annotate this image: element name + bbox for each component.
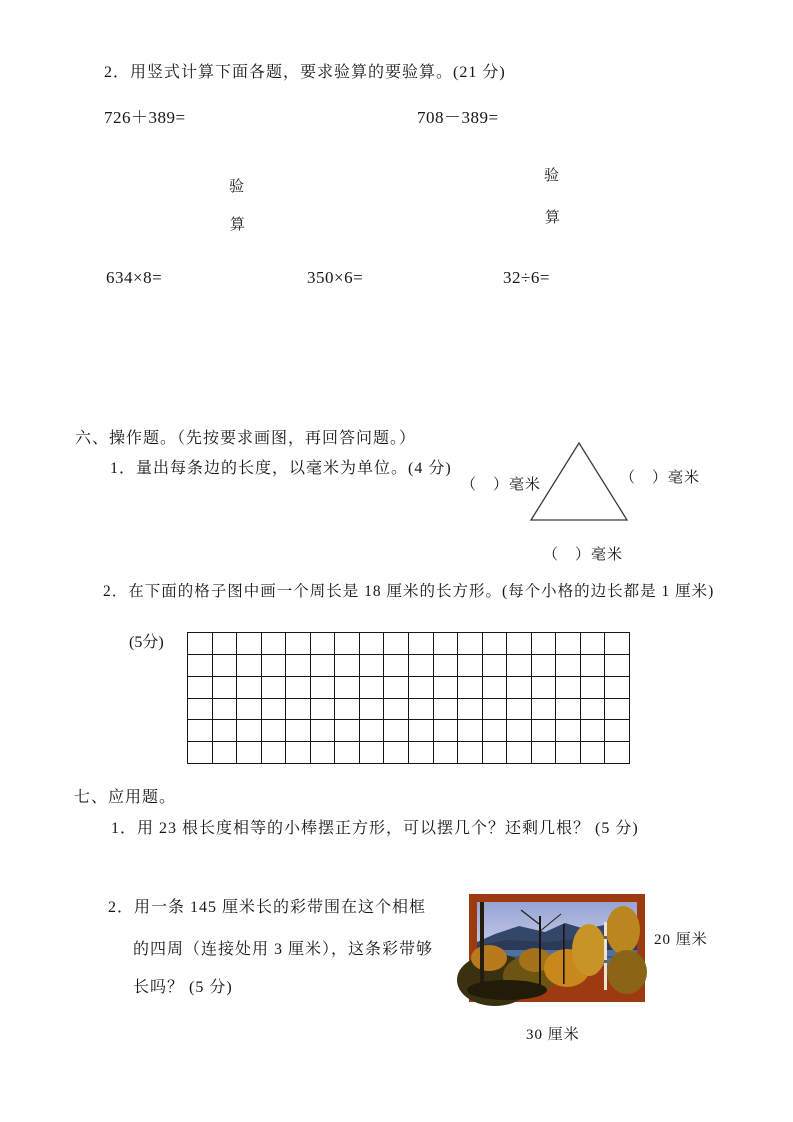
check-label-right-char2: 算 [545,210,561,226]
grid-cell [409,655,434,677]
grid-cell [532,720,557,742]
grid-cell [237,655,262,677]
grid-cell [360,720,385,742]
grid-cell [311,699,336,721]
grid-cell [581,633,606,655]
grid-cell [237,677,262,699]
section-seven-q1: 1．用 23 根长度相等的小棒摆正方形，可以摆几个？还剩几根？ (5 分) [111,820,639,837]
grid-cell [384,699,409,721]
grid-cell [483,742,508,764]
grid-cell [360,677,385,699]
grid-cell [556,720,581,742]
grid-cell [384,742,409,764]
grid-cell [434,699,459,721]
grid-cell [532,655,557,677]
grid-cell [556,655,581,677]
grid-cell [581,655,606,677]
equation-726-plus-389: 726＋389= [104,108,186,127]
grid-cell [213,655,238,677]
grid-cell [360,633,385,655]
grid-cell [384,633,409,655]
grid-cell [458,677,483,699]
grid-cell [237,633,262,655]
grid-cell [311,720,336,742]
grid-cell [581,720,606,742]
frame-width-label: 30 厘米 [526,1027,580,1043]
grid-cell [188,677,213,699]
equation-350-times-6: 350×6= [307,268,364,287]
grid-cell [213,699,238,721]
grid-cell [237,699,262,721]
grid-cell [262,699,287,721]
grid-cell [409,699,434,721]
grid-cell [262,720,287,742]
frame-height-label: 20 厘米 [654,932,708,948]
grid-cell [335,677,360,699]
grid-cell [335,742,360,764]
grid-cell [213,677,238,699]
grid-cell [213,633,238,655]
grid-cell [286,720,311,742]
grid-cell [605,655,630,677]
grid-cell [335,720,360,742]
grid-cell [532,742,557,764]
grid-cell [311,677,336,699]
grid-cell [483,677,508,699]
section-seven-q2-line2: 的四周（连接处用 3 厘米），这条彩带够 [133,941,434,958]
grid-cell [213,742,238,764]
grid-cell [311,633,336,655]
grid-cell [507,699,532,721]
grid-cell [188,742,213,764]
grid-cell [605,742,630,764]
grid-cell [532,633,557,655]
grid-cell [409,677,434,699]
section-seven-title: 七、应用题。 [74,789,177,806]
grid-cell [483,720,508,742]
cm-grid[interactable] [187,632,630,764]
equation-634-times-8: 634×8= [106,268,163,287]
grid-cell [434,633,459,655]
equation-32-div-6: 32÷6= [503,268,550,287]
check-label-right-char1: 验 [544,168,560,184]
equation-708-minus-389: 708－389= [417,108,499,127]
grid-cell [409,742,434,764]
grid-cell [384,677,409,699]
grid-cell [213,720,238,742]
grid-cell [262,655,287,677]
section-seven-q2-line3: 长吗？ (5 分) [133,979,233,996]
grid-cell [483,633,508,655]
triangle-label-bottom: （ ）毫米 [543,547,624,563]
grid-cell [581,699,606,721]
grid-cell [434,677,459,699]
triangle-label-right: （ ）毫米 [620,470,701,486]
grid-cell [409,720,434,742]
grid-cell [434,742,459,764]
grid-cell [286,655,311,677]
grid-cell [360,742,385,764]
grid-cell [458,742,483,764]
grid-cell [335,655,360,677]
triangle-label-left: （ ）毫米 [461,477,542,493]
grid-cell [262,633,287,655]
section-seven-q2-line1: 2．用一条 145 厘米长的彩带围在这个相框 [108,899,427,916]
grid-cell [507,720,532,742]
section-six-q2: 2．在下面的格子图中画一个周长是 18 厘米的长方形。(每个小格的边长都是 1 厘米) [103,583,715,600]
grid-cell [507,677,532,699]
grid-cell [605,677,630,699]
grid-cell [483,699,508,721]
grid-cell [286,699,311,721]
grid-cell [237,720,262,742]
section-six-title: 六、操作题。（先按要求画图，再回答问题。） [75,430,417,447]
grid-cell [237,742,262,764]
grid-cell [262,742,287,764]
grid-cell [507,742,532,764]
grid-cell [188,655,213,677]
grid-cell [188,699,213,721]
autumn-lake-photo [477,902,637,992]
check-label-left-char1: 验 [229,179,245,195]
grid-cell [605,720,630,742]
grid-cell [286,677,311,699]
section-six-q1: 1．量出每条边的长度，以毫米为单位。(4 分) [110,460,452,477]
grid-cell [262,677,287,699]
grid-cell [434,655,459,677]
grid-cell [605,633,630,655]
grid-cell [532,677,557,699]
grid-cell [311,655,336,677]
grid-cell [532,699,557,721]
grid-cell [335,633,360,655]
grid-cell [581,742,606,764]
grid-cell [360,655,385,677]
grid-cell [409,633,434,655]
grid-cell [384,655,409,677]
grid-cell [458,633,483,655]
grid-cell [434,720,459,742]
grid-cell [360,699,385,721]
grid-cell [581,677,606,699]
photo-frame-image [469,894,645,1002]
check-label-left-char2: 算 [230,217,246,233]
grid-cell [335,699,360,721]
grid-cell [483,655,508,677]
grid-cell [507,633,532,655]
grid-cell [311,742,336,764]
section-six-q2-score: (5分) [129,634,164,651]
grid-cell [507,655,532,677]
grid-cell [286,742,311,764]
grid-cell [188,633,213,655]
grid-cell [458,655,483,677]
grid-cell [605,699,630,721]
grid-cell [458,720,483,742]
grid-cell [458,699,483,721]
grid-cell [556,699,581,721]
grid-cell [556,633,581,655]
grid-cell [286,633,311,655]
grid-cell [188,720,213,742]
grid-cell [556,742,581,764]
calc-instruction: 2．用竖式计算下面各题，要求验算的要验算。(21 分) [104,64,506,81]
grid-cell [384,720,409,742]
grid-cell [556,677,581,699]
